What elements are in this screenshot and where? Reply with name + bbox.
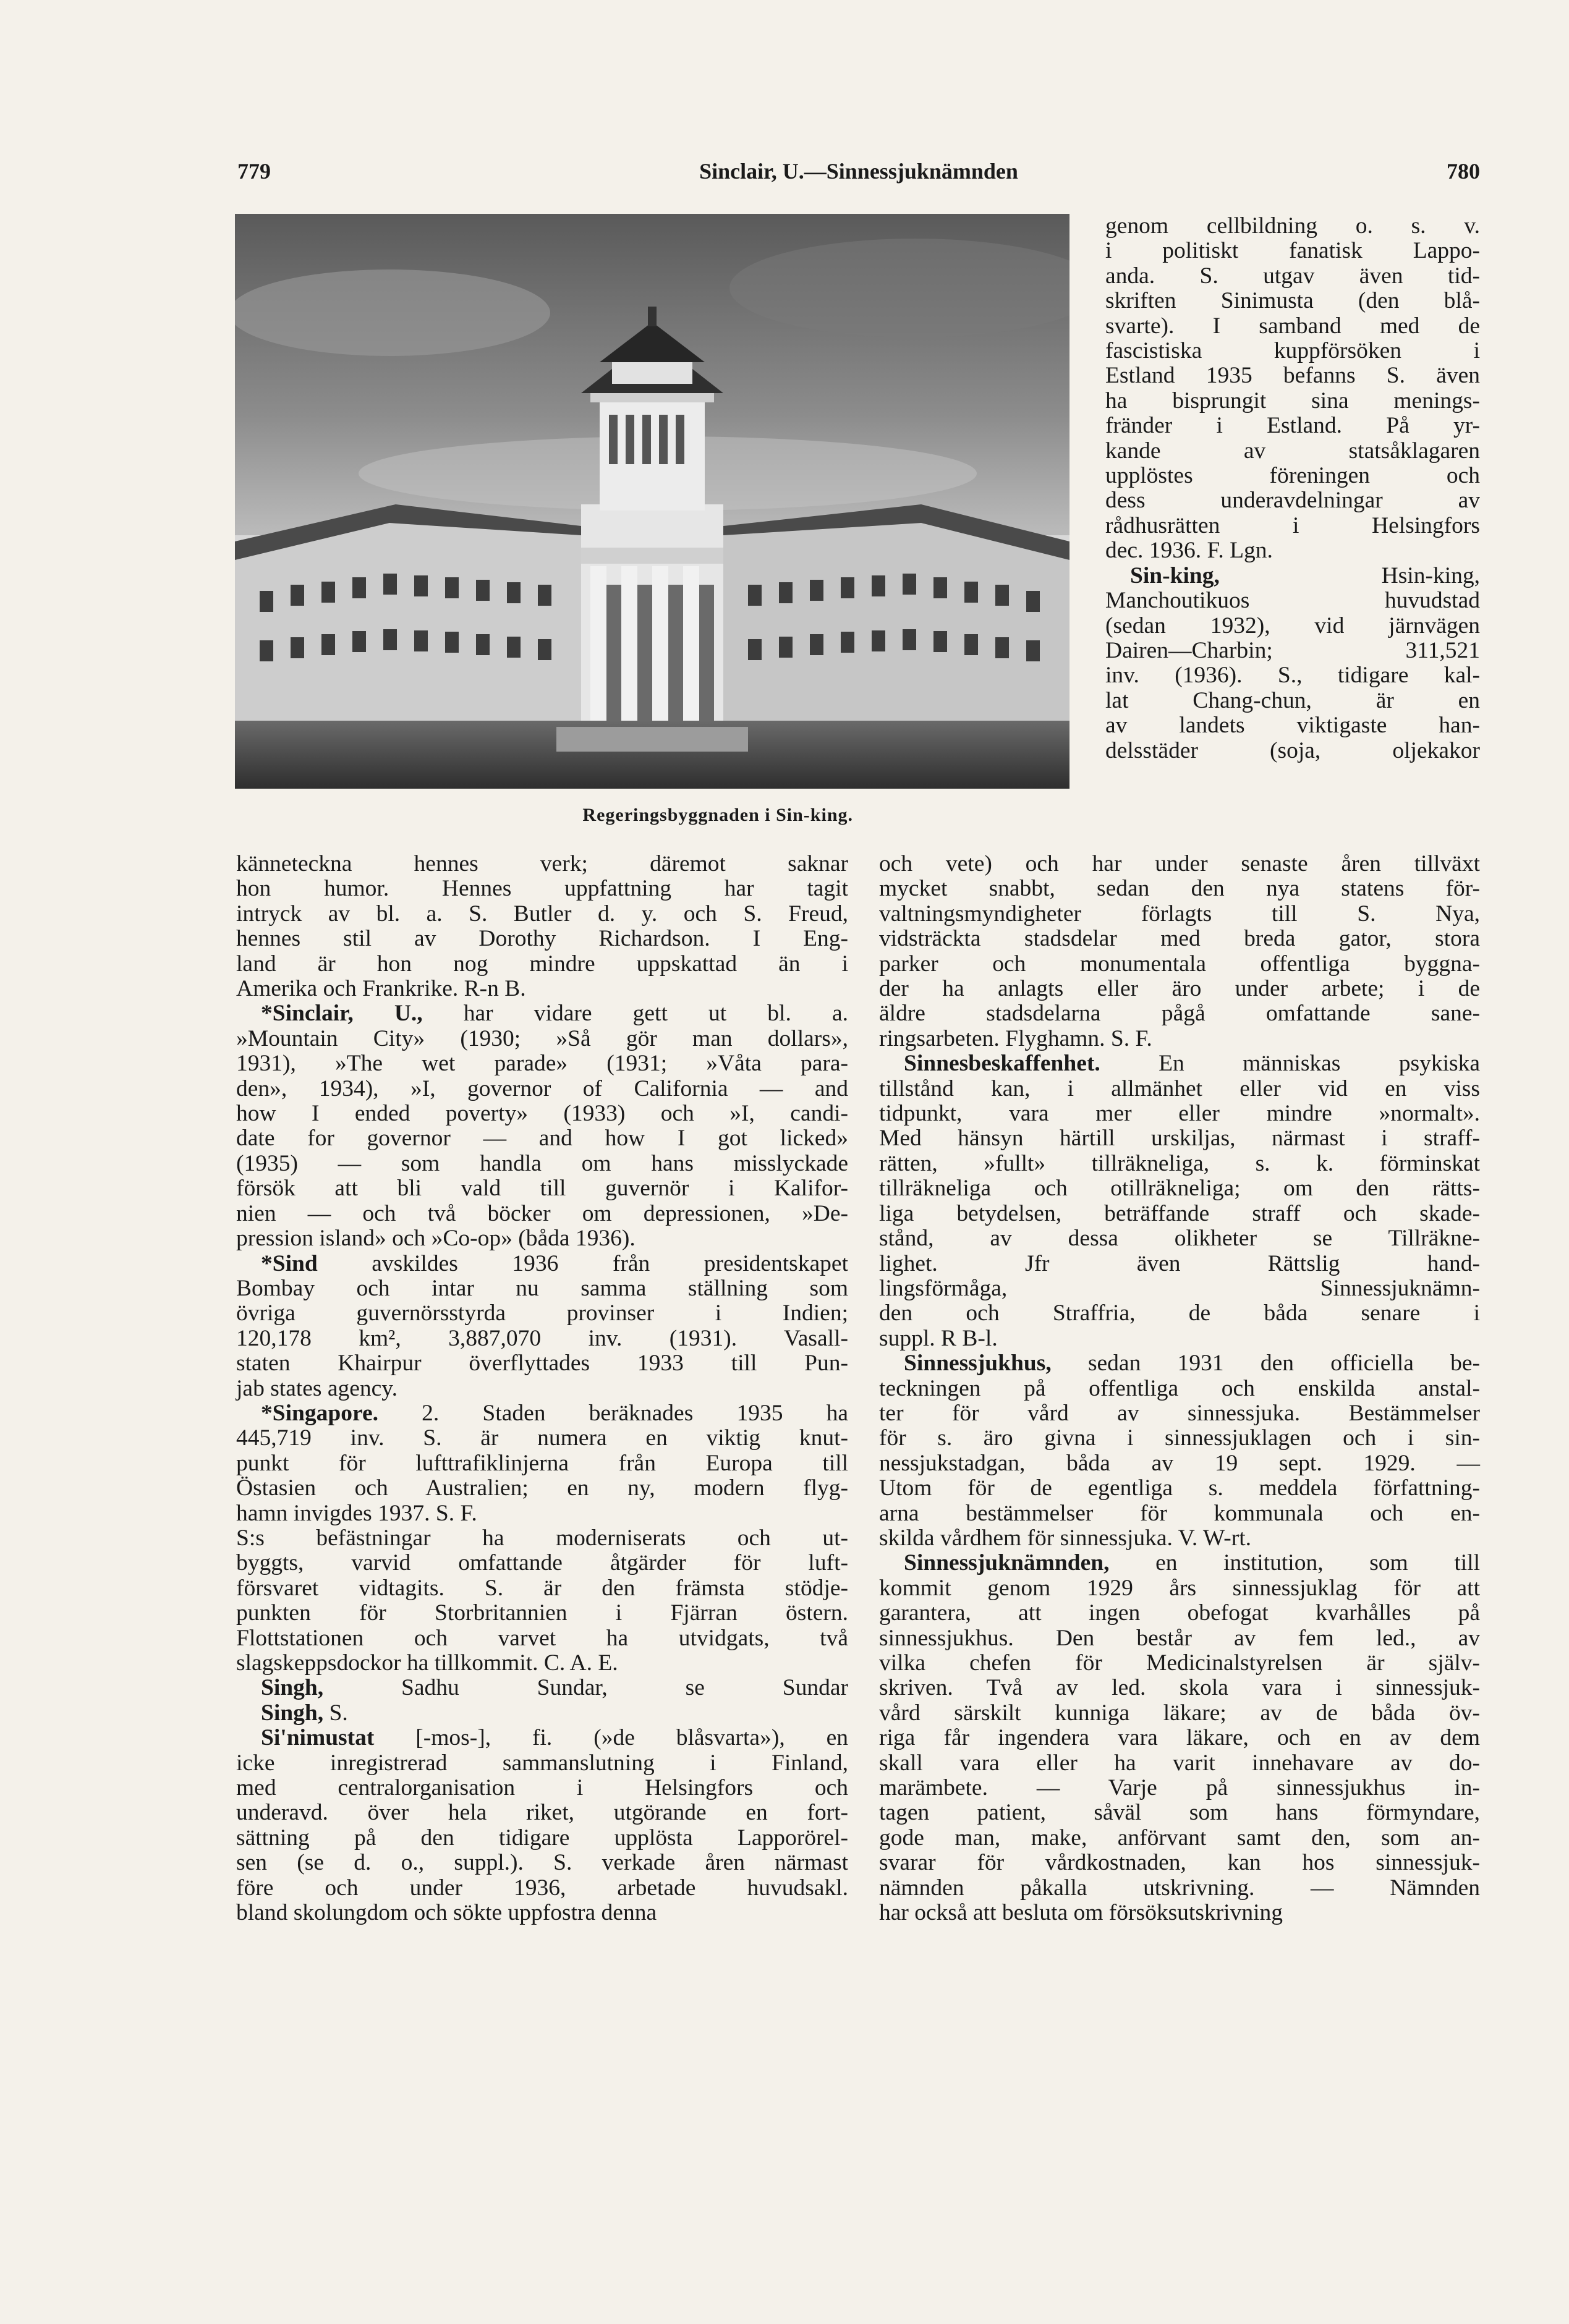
text-line: och vete) och har under senaste åren tillväxt	[879, 851, 1480, 876]
text-line: mycket snabbt, sedan den nya statens för-	[879, 876, 1480, 902]
text-line: rådhusrätten i Helsingfors	[1105, 512, 1480, 538]
text-line: parker och monumentala offentliga byggna-	[879, 951, 1480, 977]
text-line: Sinnesbeskaffenhet. En människas psykiska	[904, 1051, 1480, 1077]
text-line: pression island» och »Co-op» (båda 1936).	[236, 1226, 636, 1252]
text-line: Östasien och Australien; en ny, modern flyg-	[236, 1475, 848, 1501]
text-line: marämbete. — Varje på sinnessjukhus in-	[879, 1775, 1480, 1801]
text-line: arna bestämmelser för kommunala och en-	[879, 1500, 1480, 1526]
text-line: 445,719 inv. S. är numera en viktig knut-	[236, 1425, 848, 1451]
text-line: fascistiska kuppförsöken i	[1105, 338, 1480, 364]
text-line: nessjukstadgan, båda av 19 sept. 1929. —	[879, 1450, 1480, 1476]
text-line: lighet. Jfr även Rättslig hand-	[879, 1250, 1480, 1276]
page-number-left: 779	[237, 159, 271, 184]
text-line: sättning på den tidigare upplösta Lapporörel-	[236, 1825, 848, 1851]
text-line: Flottstationen och varvet ha utvidgats, två	[236, 1625, 848, 1651]
text-line: vilka chefen för Medicinalstyrelsen är själv-	[879, 1650, 1480, 1676]
text-line: stånd, av dessa olikheter se Tillräkne-	[879, 1226, 1480, 1252]
text-line: försvaret vidtagits. S. är den främsta stödje-	[236, 1575, 848, 1601]
text-line: delsstäder (soja, oljekakor	[1105, 737, 1480, 763]
text-line: hamn invigdes 1937. S. F.	[236, 1500, 477, 1526]
text-line: *Singapore. 2. Staden beräknades 1935 ha	[261, 1400, 848, 1426]
text-line: för s. äro givna i sinnessjuklagen och i sin-	[879, 1425, 1480, 1451]
text-line: Estland 1935 befanns S. även	[1105, 363, 1480, 389]
text-line: land är hon nog mindre uppskattad än i	[236, 951, 848, 977]
text-line: vård särskilt kunniga läkare; av de båda öv-	[879, 1700, 1480, 1726]
text-line: teckningen på offentliga och enskilda anstal-	[879, 1375, 1480, 1401]
text-line: tillstånd kan, i allmänhet eller vid en viss	[879, 1075, 1480, 1101]
text-line: 1931), »The wet parade» (1931; »Våta para-	[236, 1051, 848, 1077]
text-line: how I ended poverty» (1933) och »I, candi-	[236, 1101, 848, 1127]
text-line: valtningsmyndigheter förlagts till S. Nya,	[879, 901, 1480, 927]
text-line: liga betydelsen, beträffande straff och skade-	[879, 1200, 1480, 1226]
text-line: (sedan 1932), vid järnvägen	[1105, 613, 1480, 638]
text-line: tagen patient, såväl som hans förmyndare,	[879, 1800, 1480, 1826]
text-line: punkten för Storbritannien i Fjärran östern.	[236, 1600, 848, 1626]
text-line: av landets viktigaste han-	[1105, 713, 1480, 739]
text-line: Med hänsyn härtill urskiljas, närmast i straff-	[879, 1126, 1480, 1151]
text-line: Sinnessjuknämnden, en institution, som till	[904, 1550, 1480, 1576]
text-line: Amerika och Frankrike. R-n B.	[236, 976, 526, 1002]
text-line: ha bisprungit sina menings-	[1105, 388, 1480, 413]
text-line: 120,178 km², 3,887,070 inv. (1931). Vasall-	[236, 1325, 848, 1351]
text-line: skriven. Två av led. skola vara i sinnessjuk-	[879, 1675, 1480, 1701]
text-line: Dairen—Charbin; 311,521	[1105, 637, 1480, 663]
text-line: känneteckna hennes verk; däremot saknar	[236, 851, 848, 876]
text-line: intryck av bl. a. S. Butler d. y. och S. Freud,	[236, 901, 848, 927]
text-line: äldre stadsdelarna pågå omfattande sane-	[879, 1001, 1480, 1027]
page-header	[237, 158, 1480, 189]
right-column-top	[1105, 214, 1480, 763]
text-line: försök att bli vald till guvernör i Kalifor-	[236, 1176, 848, 1202]
text-line: Sinnessjukhus, sedan 1931 den officiella be-	[904, 1351, 1480, 1376]
text-line: Singh, Sadhu Sundar, se Sundar	[261, 1675, 848, 1701]
text-line: den», 1934), »I, governor of California — and	[236, 1075, 848, 1101]
text-line: före och under 1936, arbetade huvudsakl.	[236, 1875, 848, 1901]
text-line: kande av statsåklagaren	[1105, 438, 1480, 464]
text-line: har också att besluta om försöksutskrivning	[879, 1900, 1283, 1926]
text-line: upplöstes föreningen och	[1105, 463, 1480, 489]
text-line: Singh, S.	[261, 1700, 348, 1726]
text-line: staten Khairpur överflyttades 1933 till Pun-	[236, 1351, 848, 1376]
text-line: »Mountain City» (1930; »Så gör man dollars»,	[236, 1025, 848, 1051]
text-line: skall vara eller ha varit innehavare av do-	[879, 1750, 1480, 1776]
text-line: Si'nimustat [-mos-], fi. (»de blåsvarta»), en	[261, 1725, 848, 1751]
text-line: anda. S. utgav även tid-	[1105, 263, 1480, 289]
text-line: riga får ingendera vara läkare, och en av dem	[879, 1725, 1480, 1751]
text-line: inv. (1936). S., tidigare kal-	[1105, 663, 1480, 689]
text-line: tillräkneliga och otillräkneliga; om den rätts-	[879, 1176, 1480, 1202]
text-line: Manchoutikuos huvudstad	[1105, 588, 1480, 614]
text-line: tidpunkt, vara mer eller mindre »normalt».	[879, 1101, 1480, 1127]
text-line: skriften Sinimusta (den blå-	[1105, 288, 1480, 314]
text-line: jab states agency.	[236, 1375, 398, 1401]
text-line: Utom för de egentliga s. meddela författning-	[879, 1475, 1480, 1501]
text-line: gode man, make, anförvant samt den, som an-	[879, 1825, 1480, 1851]
text-line: svarar för vårdkostnaden, kan hos sinnessjuk-	[879, 1850, 1480, 1876]
text-line: hennes stil av Dorothy Richardson. I Eng-	[236, 926, 848, 952]
left-column	[236, 852, 848, 1925]
text-line: dec. 1936. F. Lgn.	[1105, 538, 1273, 564]
text-line: slagskeppsdockor ha tillkommit. C. A. E.	[236, 1650, 618, 1676]
text-line: i politiskt fanatisk Lappo-	[1105, 238, 1480, 264]
text-line: sen (se d. o., suppl.). S. verkade åren närmast	[236, 1850, 848, 1876]
text-line: bland skolungdom och sökte uppfostra denna	[236, 1900, 657, 1926]
text-line: övriga guvernörsstyrda provinser i Indien;	[236, 1300, 848, 1326]
text-line: hon humor. Hennes uppfattning har tagit	[236, 876, 848, 902]
government-building-illustration	[235, 214, 1069, 789]
right-column	[879, 852, 1480, 1925]
page-number-right: 780	[1447, 159, 1480, 184]
text-line: icke inregistrerad sammanslutning i Finland,	[236, 1750, 848, 1776]
text-line: fränder i Estland. På yr-	[1105, 413, 1480, 439]
text-line: sinnessjukhus. Den består av fem led., av	[879, 1625, 1480, 1651]
text-line: suppl. R B-l.	[879, 1325, 998, 1351]
text-line: byggts, varvid omfattande åtgärder för luft-	[236, 1550, 848, 1576]
text-line: punkt för lufttrafiklinjerna från Europa till	[236, 1450, 848, 1476]
text-line: nämnden påkalla utskrivning. — Nämnden	[879, 1875, 1480, 1901]
text-line: date for governor — and how I got licked»	[236, 1126, 848, 1151]
text-line: lat Chang-chun, är en	[1105, 687, 1480, 713]
text-line: svarte). I samband med de	[1105, 313, 1480, 339]
text-line: dess underavdelningar av	[1105, 488, 1480, 514]
text-line: S:s befästningar ha moderniserats och ut-	[236, 1525, 848, 1551]
running-title: Sinclair, U.—Sinnessjuknämnden	[699, 159, 1018, 184]
figure-caption: Regeringsbyggnaden i Sin-king.	[582, 805, 853, 825]
text-line: Sin-king, Hsin-king,	[1130, 562, 1480, 588]
text-line: *Sinclair, U., har vidare gett ut bl. a.	[261, 1001, 848, 1027]
text-line: nien — och två böcker om depressionen, »De-	[236, 1200, 848, 1226]
text-line: *Sind avskildes 1936 från presidentskapet	[261, 1250, 848, 1276]
text-line: ter för vård av sinnessjuka. Bestämmelser	[879, 1400, 1480, 1426]
building-photo	[235, 214, 1069, 789]
text-line: garantera, att ingen obefogat kvarhålles på	[879, 1600, 1480, 1626]
text-line: kommit genom 1929 års sinnessjuklag för att	[879, 1575, 1480, 1601]
text-line: ringsarbeten. Flyghamn. S. F.	[879, 1025, 1152, 1051]
text-line: genom cellbildning o. s. v.	[1105, 213, 1480, 239]
text-line: med centralorganisation i Helsingfors och	[236, 1775, 848, 1801]
text-line: lingsförmåga, Sinnessjuknämn-	[879, 1275, 1480, 1301]
text-line: Bombay och intar nu samma ställning som	[236, 1275, 848, 1301]
text-line: (1935) — som handla om hans misslyckade	[236, 1150, 848, 1176]
text-line: den och Straffria, de båda senare i	[879, 1300, 1480, 1326]
text-line: der ha anlagts eller äro under arbete; i de	[879, 976, 1480, 1002]
text-line: underavd. över hela riket, utgörande en fort-	[236, 1800, 848, 1826]
text-line: skilda vårdhem för sinnessjuka. V. W-rt.	[879, 1525, 1252, 1551]
text-line: vidsträckta stadsdelar med breda gator, stora	[879, 926, 1480, 952]
text-line: rätten, »fullt» tillräkneliga, s. k. förminskat	[879, 1150, 1480, 1176]
